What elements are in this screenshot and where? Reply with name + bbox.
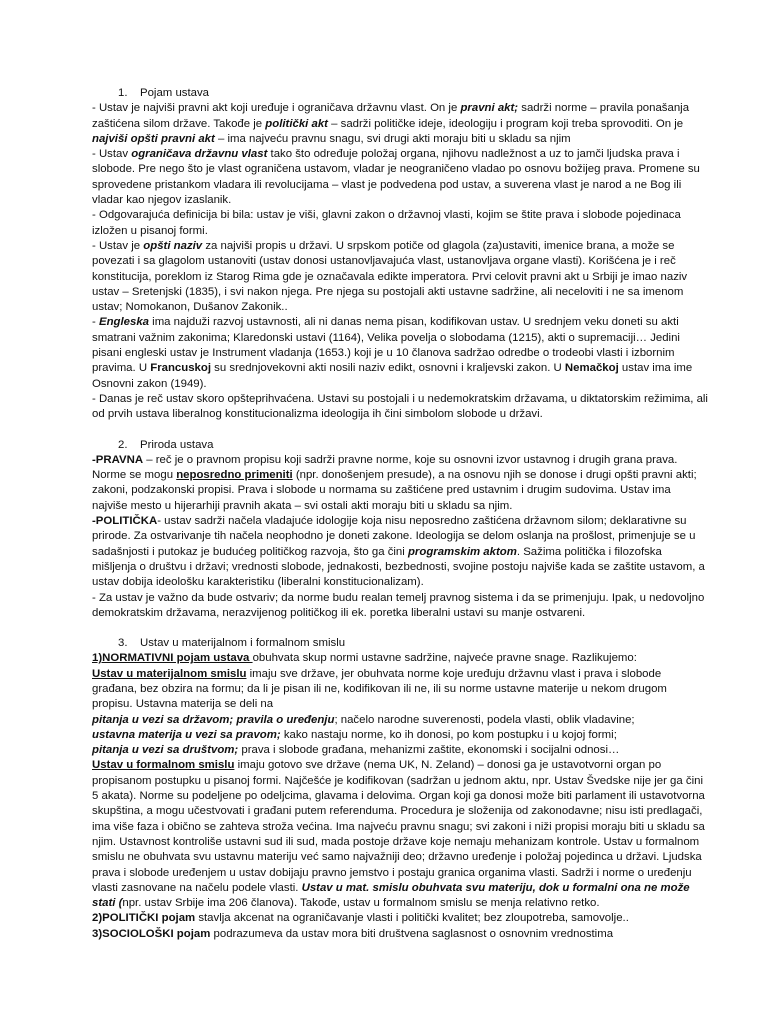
spacer: [92, 423, 708, 438]
paragraph: -POLITIČKA- ustav sadrži načela vladajuće idologije koja nisu neposredno zaštićena državnom silom; deklarativne su prirode. Za ostvarivanje tih načela neophodno je doneti zakone. Ideologija se delom oslanja na prošlost, primenjuje se u sadašnjosti i putokaz je budućeg političkog razvoja, što ga čini programskim aktom. Sažima politička i filozofska mišljenja o društvu i državi; vrednosti slobode, jednakosti, bezbednosti, svojine postoju najviše kada se zaštite ustavom, a ustav dobija ideološku karakteristiku (liberalni konstitucionalizam).: [92, 515, 705, 589]
section-title: Pojam ustava: [140, 87, 210, 99]
paragraph: pitanja u vezi sa društvom; prava i slobode građana, mehanizmi zaštite, ekonomski i socijalni odnosi…: [92, 744, 620, 757]
paragraph: pitanja u vezi sa državom; pravila o uređenju; načelo narodne suverenosti, podela vlasti, oblik vladavine;: [92, 713, 635, 726]
paragraph: - Ustav je opšti naziv za najviši propis u državi. U srpskom potiče od glagola (za)ustaviti, imenice brana, a može se povezati i sa glagolom ustanoviti (ustav donosi ustanovljavajuća vlast, ustanovljava organe vlasti). Korišćena je i reč konstitucija, poreklom iz Starog Rima gde je označavala edikte imperatora. Prvi celovit pravni akt u Srbiji je imao naziv ustav – Sretenjski (1835), i svi nakon njega. Pre njega su postojali akti ustavne sadržine, ali neceloviti i ne sa imenom ustav; Nomokanon, Dušanov Zakonik..: [92, 239, 688, 314]
paragraph: - Odgovarajuća definicija bi bila: ustav je viši, glavni zakon o državnoj vlasti, kojim se štite prava i slobode pojedinaca izložen u pisanoj formi.: [92, 209, 681, 237]
paragraph: - Ustav ograničava državnu vlast tako što određuje položaj organa, njihovu nadležnost a uz to jamči ljudska prava i slobode. Pre nego što je vlast ograničena ustavom, vladar je neograničeno vladao po osnovu božijeg prava. Promene su sprovedene pristankom vladara ili revolucijama – vlast je podvedena pod ustav, a suverena vlast je narod a ne Bog ili vladar kao njegov izaslanik.: [92, 148, 700, 207]
section-title: Ustav u materijalnom i formalnom smislu: [140, 637, 346, 650]
paragraph: - Ustav je najviši pravni akt koji uređuje i ograničava državnu vlast. On je pravni akt; sadrži norme – pravila ponašanja zaštićena silom države. Takođe je politički akt – sadrži političke ideje, ideologiju i program koji treba sprovoditi. On je najviši opšti pravni akt – ima najveću pravnu snagu, svi drugi akti moraju biti u skladu sa njim: [92, 102, 690, 145]
paragraph: Ustav u formalnom smislu imaju gotovo sve države (nema UK, N. Zeland) – donosi ga je ustavotvorni organ po propisanom postupku u pisanoj formi. Najčešće je kodifikovan (sadržan u jednom aktu, npr. Ustav Švedske nije jer ga čini 5 akata). Norme su podeljene po odeljcima, glavama i delovima. Organ koji ga donosi može biti parlament ili ustavotvorna skupština, a mogu učestvovati i građani putem referenduma. Procedura je složenija od zakonodavne; nisu isti predlagači, ima više faza i obično se zahteva stroža većina. Ima najveću pravnu snagu; svi zakoni i niži propisi moraju biti u skladu sa njim. Ustavnost kontroliše ustavni sud ili sud, mada postoje države koje nemaju mehanizam kontrole. Ustav u formalnom smislu ne obuhvata svu ustavnu materiju već samo najvažniji deo; državno uređenje i položaj pojedinca u državi. Ljudska prava i slobode uređenjem u ustav dobijaju pravno jemstvo i postaju granica organima vlasti. Sadrži i norme o uređenju vlasti zasnovane na načelu podele vlasti. Ustav u mat. smislu obuhvata svu materiju, dok u formalni ona ne može stati (npr. ustav Srbije ima 206 članova). Takođe, ustav u formalnom smislu se menja relativno retko.: [92, 759, 705, 910]
paragraph: - Engleska ima najduži razvoj ustavnosti, ali ni danas nema pisan, kodifikovan ustav. U srednjem veku doneti su akti smatrani važnim zakonima; Klaredonski ustavi (1164), Velika povelja o slobodama (1215), akti o supremaciji… Jedini pisani engleski ustav je Instrument vladanja (1653.) koji je u 10 članova sadržao odredbe o trodeobi vlasti i izbornim pravima. U Francuskoj su srednjovekovni akti nosili naziv edikt, osnovni i kraljevski zakon. U Nemačkoj ustav ima ime Osnovni zakon (1949).: [92, 316, 693, 390]
section-number: 2.: [118, 438, 128, 451]
section-number: 3.: [118, 637, 128, 650]
paragraph: 1)NORMATIVNI pojam ustava obuhvata skup normi ustavne sadržine, najveće pravne snage. Razlikujemo:: [92, 652, 637, 665]
paragraph: -PRAVNA – reč je o pravnom propisu koji sadrži pravne norme, koje su osnovni izvor ustavnog i drugih grana prava. Norme se mogu neposredno primeniti (npr. donošenjem presude), a na osnovu njih se donose i drugi opšti pravni akti; zakoni, podzakonski propisi. Prava i slobode u normama su zaštićene pred ustavnim i drugim sudovima. Ustav ima najviše mesto u hijerarhiji pravnih akata – svi ostali akti moraju biti u skladu sa njim.: [92, 453, 697, 512]
paragraph: ustavna materija u vezi sa pravom; kako nastaju norme, ko ih donosi, po kom postupku i u kojoj formi;: [92, 728, 617, 741]
section-heading: [118, 636, 708, 651]
paragraph: 2)POLITIČKI pojam stavlja akcenat na ograničavanje vlasti i politički kvalitet; bez zloupotreba, samovolje..: [92, 912, 629, 925]
paragraph: - Za ustav je važno da bude ostvariv; da norme budu realan temelj pravnog sistema i da se primenjuju. Ipak, u nedovoljno demokratskim državama, nerazvijenog političkog ili ek. poretka liberalni ustavi su manje ostvareni.: [92, 591, 705, 619]
paragraph: 3)SOCIOLOŠKI pojam podrazumeva da ustav mora biti društvena saglasnost o osnovnim vrednostima: [92, 927, 614, 940]
section-number: 1.: [118, 87, 128, 99]
section-heading: [118, 86, 708, 101]
paragraph: - Danas je reč ustav skoro opšteprihvaćena. Ustavi su postojali i u nedemokratskim državama, u diktatorskim režimima, ali od prvih ustava liberalnog konstitucionalizma ideologija ih čini simbolom slobode u državi.: [92, 392, 708, 421]
section-heading: [118, 438, 708, 453]
section-title: Priroda ustava: [140, 438, 214, 451]
paragraph: Ustav u materijalnom smislu imaju sve države, jer obuhvata norme koje uređuju državnu vlast i prava i slobode građana, bez obzira na formu; da li je pisan ili ne, kodifikovan ili ne, ili su norme ustavne materije u nekom drugom propisu. Ustavna materija se deli na: [92, 667, 667, 711]
spacer: [92, 621, 708, 636]
